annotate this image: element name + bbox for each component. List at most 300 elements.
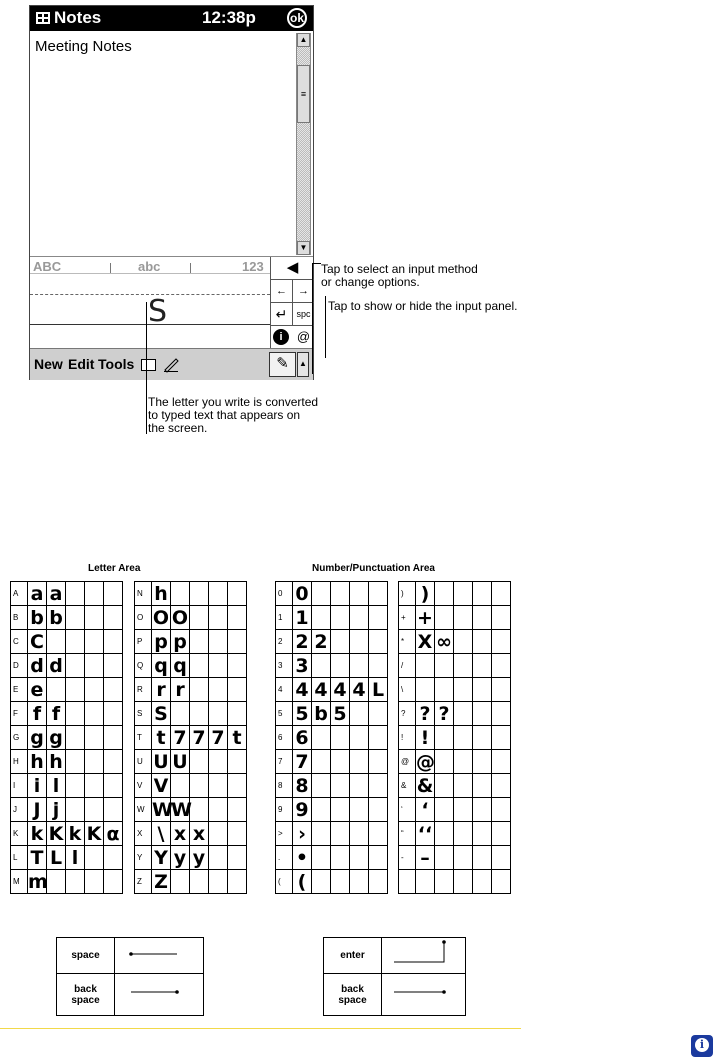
stroke-sample [312,798,331,822]
stroke-sample: x [171,822,190,846]
grid-row-label: 6 [276,726,293,750]
stroke-label-text: enter [340,950,365,961]
grid-row-label: ‘ [399,798,416,822]
grid-row [135,606,247,630]
keyboard-icon[interactable] [141,359,156,371]
stroke-sample [66,678,85,702]
letter-area-title: Letter Area [88,563,141,574]
callout-text: or change options. [321,275,420,289]
stroke-sample [66,702,85,726]
grid-row-label: H [11,750,28,774]
grid-row-label: V [135,774,152,798]
stroke-sample [312,774,331,798]
document-title[interactable]: Meeting Notes [35,38,132,55]
stroke-sample [85,774,104,798]
stroke-sample: K [85,822,104,846]
grid-row-label: B [11,606,28,630]
stroke-sample: 4 [331,678,350,702]
stroke-sample: l [66,846,85,870]
grid-row [399,750,511,774]
stroke-sample: – [416,846,435,870]
stroke-sample: 7 [190,726,209,750]
stroke-sample [331,846,350,870]
stroke-sample [331,654,350,678]
grid-row-label: 0 [276,582,293,606]
grid-row [135,678,247,702]
stroke-sample [104,606,123,630]
stroke-sample [435,582,454,606]
stroke-sample [331,630,350,654]
stroke-sample [190,630,209,654]
stroke-sample [350,774,369,798]
grid-row-label: J [11,798,28,822]
grid-row [399,678,511,702]
device-screen [29,5,314,380]
grid-row [276,774,388,798]
stroke-sample: k [28,822,47,846]
stroke-sample: b [28,606,47,630]
grid-row-label [399,870,416,894]
stroke-sample [416,678,435,702]
grid-row-label: F [11,702,28,726]
stroke-sample [473,606,492,630]
grid-row [399,846,511,870]
stroke-sample [473,774,492,798]
grid-row [11,606,123,630]
grid-row-label: C [11,630,28,654]
stroke-sample: a [47,582,66,606]
stroke-sample [416,870,435,894]
menu-new[interactable]: New [34,356,63,372]
stroke-sample [331,582,350,606]
scroll-thumb[interactable]: ≡ [297,65,310,123]
stroke-sample [435,750,454,774]
stroke-sample: O [171,606,189,629]
stroke-label-text: space [71,994,100,1006]
grid-row-label: - [399,846,416,870]
letter-recognizer-panel[interactable] [30,256,313,349]
number-area-title: Number/Punctuation Area [312,563,435,574]
stroke-sample [331,606,350,630]
uppercase-zone-label: ABC [33,259,62,274]
stroke-sample [350,654,369,678]
left-arrow-icon[interactable]: ← [271,280,293,303]
enter-stroke-label [324,938,382,974]
stroke-sample [454,846,473,870]
stroke-sample [350,798,369,822]
stroke-sample [312,870,331,894]
stroke-sample [492,606,511,630]
stroke-sample: b [312,702,331,726]
grid-row-label: 8 [276,774,293,798]
grid-row [135,870,247,894]
stroke-sample [104,798,123,822]
grid-row-label: & [399,774,416,798]
stroke-sample [209,606,228,630]
grid-row-label: K [11,822,28,846]
stroke-sample [190,654,209,678]
stroke-sample: 2 [293,630,312,654]
stroke-sample [209,846,228,870]
grid-row-label: “ [399,822,416,846]
stroke-sample [85,870,104,894]
stroke-sample: 7 [209,726,228,750]
stroke-sample: S [152,702,171,726]
stroke-sample [104,750,123,774]
stroke-sample [228,582,247,606]
grid-row-label: 9 [276,798,293,822]
stroke-sample: p [152,630,171,654]
stroke-sample [190,774,209,798]
stroke-sample: d [28,654,47,678]
stroke-sample: k [66,822,85,846]
grid-row [11,798,123,822]
stroke-sample: h [152,582,171,606]
enter-icon[interactable]: ↵ [271,303,293,326]
stroke-sample: 9 [293,798,312,822]
stroke-sample [228,606,247,630]
grid-row-label: O [135,606,152,630]
grid-row-label: R [135,678,152,702]
input-method-arrow-icon[interactable]: ▲ [297,352,309,377]
stroke-sample [228,870,247,894]
grid-row [11,702,123,726]
stroke-sample: U [172,750,188,773]
grid-row [276,822,388,846]
zone-divider [110,263,111,273]
stroke-sample [369,750,388,774]
grid-row-label: 4 [276,678,293,702]
grid-row-label: L [11,846,28,870]
stroke-sample [331,870,350,894]
stroke-sample [369,846,388,870]
stroke-sample: X [416,630,435,654]
stroke-sample: & [416,774,434,797]
stroke-sample: ? [416,702,435,726]
stroke-sample [209,822,228,846]
stroke-sample [331,774,350,798]
backspace-stroke-label [324,974,382,1016]
stroke-sample [492,870,511,894]
grid-row [11,846,123,870]
grid-row [135,654,247,678]
scroll-down-icon[interactable]: ▼ [297,241,310,255]
stroke-sample [369,798,388,822]
number-grid [275,581,388,894]
space-stroke-label [57,938,115,974]
callout-line [146,302,147,434]
stroke-sample [492,846,511,870]
grid-row-label: W [135,798,152,822]
stroke-sample [492,654,511,678]
grid-row-label: N [135,582,152,606]
stroke-sample [492,798,511,822]
stroke-sample: 3 [293,654,312,678]
stroke-sample [171,702,190,726]
stroke-sample [369,870,388,894]
stroke-sample [104,774,123,798]
stroke-sample: L [369,678,388,702]
stroke-sample [473,702,492,726]
stroke-sample [350,870,369,894]
stroke-sample: 4 [312,678,331,702]
stroke-sample [492,630,511,654]
stroke-sample [492,726,511,750]
stroke-sample: g [28,726,47,750]
grid-row-label: ) [399,582,416,606]
stroke-sample [435,726,454,750]
stroke-sample: K [47,822,66,846]
stroke-sample [473,726,492,750]
grid-row-label: Z [135,870,152,894]
stroke-sample: x [190,822,209,846]
stroke-sample [350,846,369,870]
stroke-sample [350,630,369,654]
callout-text: Tap to select an input method [321,262,478,276]
stroke-sample: ‘ [416,798,435,822]
grid-row-label: A [11,582,28,606]
stroke-sample: h [47,750,66,774]
stroke-sample [228,630,247,654]
stroke-sample [85,798,104,822]
ok-button[interactable]: ok [287,8,307,28]
title-bar [30,6,313,31]
scroll-up-icon[interactable]: ▲ [297,33,310,47]
stroke-sample [209,750,228,774]
stroke-sample [209,654,228,678]
callout-line [312,263,321,374]
stroke-sample [454,774,473,798]
letter-stroke-table [56,937,204,1016]
stroke-sample: t [152,726,171,750]
vertical-scrollbar[interactable] [296,33,311,255]
stroke-sample [85,702,104,726]
stroke-sample: 5 [293,702,312,726]
stroke-sample [492,582,511,606]
stroke-sample [312,750,331,774]
stroke-sample: m [28,870,48,893]
lowercase-zone-label: abc [138,259,161,274]
stroke-sample [435,678,454,702]
stroke-sample: @ [416,750,435,773]
space-key[interactable]: spc [293,303,314,326]
callout-line [325,296,326,358]
command-bar [30,348,313,380]
stroke-sample: J [28,798,47,822]
grid-row-label: / [399,654,416,678]
stroke-sample [454,822,473,846]
stroke-sample: 1 [293,606,312,630]
grid-row [11,582,123,606]
backspace-icon[interactable]: ◀ [271,257,314,280]
menu-edit[interactable]: Edit [68,356,95,372]
grid-row [135,582,247,606]
stroke-sample [190,582,209,606]
written-letter: S [148,294,168,329]
stroke-sample: 5 [331,702,350,726]
grid-row [276,846,388,870]
stroke-sample: • [293,846,312,870]
stroke-sample [350,726,369,750]
stroke-sample: p [171,630,190,654]
grid-row [276,870,388,894]
stroke-sample [492,822,511,846]
grid-row [276,726,388,750]
stroke-sample: ∞ [436,630,452,653]
grid-row [276,630,388,654]
grid-row-label: @ [399,750,416,774]
stroke-sample: d [47,654,66,678]
stroke-sample [190,702,209,726]
stroke-sample: r [171,678,190,702]
stroke-sample [228,822,247,846]
stroke-sample: a [28,582,47,606]
stroke-sample [435,654,454,678]
stroke-sample [312,846,331,870]
grid-row [135,702,247,726]
stroke-sample [350,750,369,774]
grid-row [399,654,511,678]
grid-row [135,726,247,750]
stroke-sample [369,822,388,846]
enter-stroke [382,938,466,974]
grid-row-label: D [11,654,28,678]
backspace-stroke [382,974,466,1016]
top-guide [30,273,270,274]
stroke-sample [350,702,369,726]
stroke-label-text: back [341,983,364,995]
stroke-sample [473,846,492,870]
stroke-sample [85,726,104,750]
grid-row-label: ! [399,726,416,750]
stroke-sample [85,582,104,606]
stroke-sample [454,582,473,606]
grid-row [11,630,123,654]
stroke-label-text: back [74,983,97,995]
stroke-sample: 6 [293,726,312,750]
stroke-sample: \ [152,822,171,846]
clock: 12:38p [202,8,256,27]
stroke-sample [228,750,247,774]
grid-row [11,678,123,702]
stroke-sample [331,822,350,846]
help-icon[interactable]: i [273,329,289,345]
app-title: Notes [54,8,102,27]
stroke-sample [369,606,388,630]
info-icon[interactable] [691,1035,713,1057]
stroke-sample [454,726,473,750]
stroke-sample [492,702,511,726]
grid-row [399,606,511,630]
stroke-sample [47,630,66,654]
grid-row [11,654,123,678]
stroke-label-text: space [338,994,367,1006]
grid-row [11,726,123,750]
stroke-sample [435,798,454,822]
stroke-sample: q [171,654,190,678]
stroke-sample: α [104,822,123,846]
stroke-sample [104,726,123,750]
stroke-sample [312,606,331,630]
stroke-sample [312,822,331,846]
grid-row [276,606,388,630]
stroke-sample: 2 [312,630,331,654]
stroke-sample: h [28,750,47,774]
stroke-sample: r [152,678,171,702]
stroke-sample [171,582,190,606]
grid-row-label: ? [399,702,416,726]
stroke-sample [369,654,388,678]
stroke-sample [66,798,85,822]
start-menu-icon[interactable] [35,10,51,26]
grid-row-label: M [11,870,28,894]
grid-row [135,822,247,846]
stroke-sample [435,822,454,846]
grid-row-label: 5 [276,702,293,726]
grid-row [399,582,511,606]
stroke-sample [454,702,473,726]
stroke-sample [228,702,247,726]
letter-grid-n-z [134,581,247,894]
stroke-sample: 0 [293,582,312,606]
stroke-sample [85,846,104,870]
stroke-sample [473,798,492,822]
stroke-sample: T [28,846,47,870]
number-zone-label: 123 [242,259,264,274]
stroke-sample [190,798,209,822]
grid-row [399,726,511,750]
stroke-sample [190,870,209,894]
right-arrow-icon[interactable]: → [293,280,314,303]
grid-row-label: * [399,630,416,654]
stroke-sample [350,582,369,606]
stroke-sample [209,582,228,606]
grid-row-label: 1 [276,606,293,630]
stroke-sample [473,750,492,774]
stroke-sample [209,702,228,726]
grid-row [11,750,123,774]
input-panel-button[interactable]: ✎ [269,352,296,377]
grid-row [135,798,247,822]
stroke-sample: e [28,678,47,702]
stroke-sample [331,726,350,750]
stroke-sample [331,798,350,822]
stroke-sample [312,582,331,606]
grid-row [399,870,511,894]
baseline-guide [30,324,270,325]
grid-row [276,582,388,606]
stroke-sample: y [190,846,209,870]
callout-letter [148,396,318,435]
stroke-sample [104,702,123,726]
stroke-sample [85,630,104,654]
stroke-sample [454,606,473,630]
grid-row [135,630,247,654]
symbol-key[interactable]: @ [296,329,311,344]
stroke-sample [492,774,511,798]
pen-icon[interactable] [163,356,179,372]
stroke-sample [209,798,228,822]
menu-tools[interactable]: Tools [98,356,135,372]
stroke-sample [312,726,331,750]
grid-row [399,774,511,798]
stroke-sample [369,726,388,750]
stroke-sample [66,750,85,774]
stroke-sample [454,630,473,654]
grid-row-label: I [11,774,28,798]
grid-row [135,846,247,870]
footer-rule [0,1028,521,1029]
